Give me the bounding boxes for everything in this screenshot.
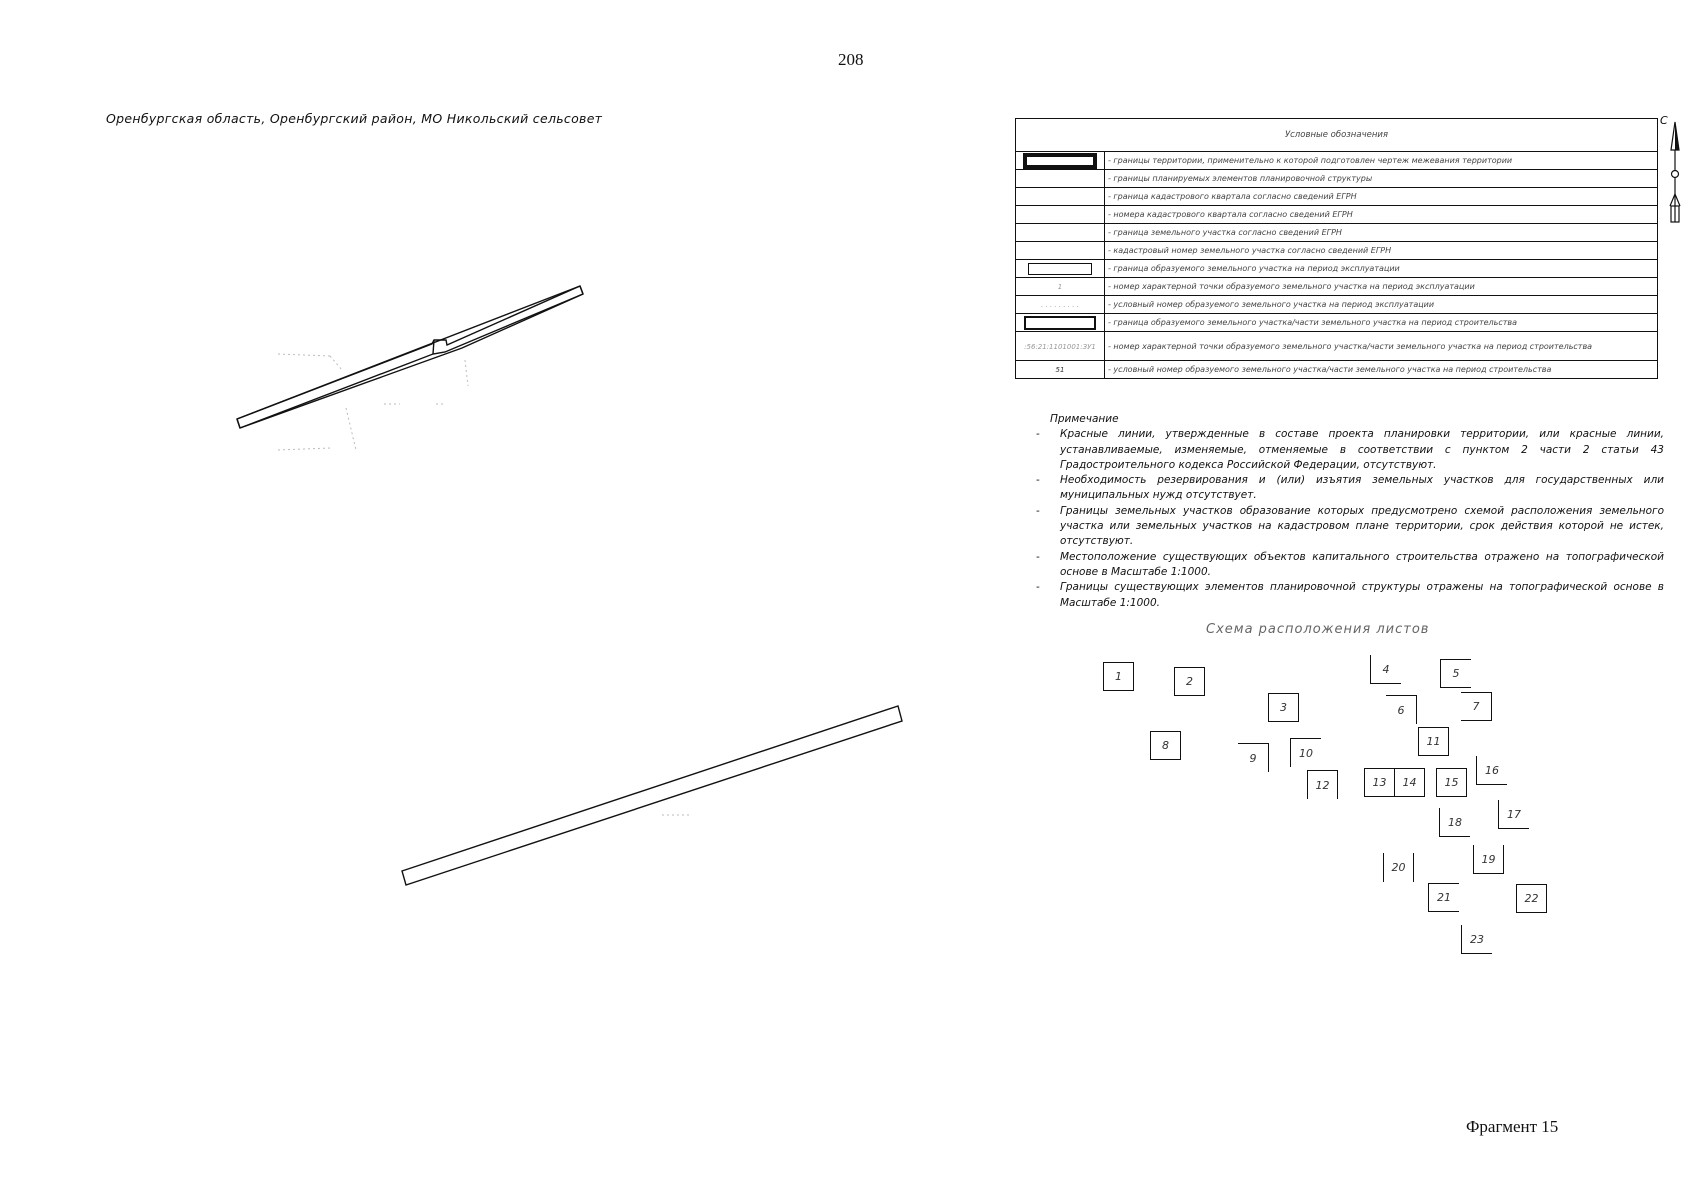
- note-item: - Необходимость резервирования и (или) изъятия земельных участков для государственных или муниципальных нужд отсутствует.: [1036, 474, 1664, 502]
- sheet-cell: 1: [1103, 662, 1134, 691]
- legend-symbol-empty: [1016, 188, 1105, 206]
- sheet-cell: 18: [1439, 808, 1470, 837]
- sheet-cell: 7: [1461, 692, 1492, 721]
- legend-symbol-dotted-label: . . . . . . . . .: [1016, 296, 1105, 314]
- sheet-cell: 3: [1268, 693, 1299, 722]
- sheet-cell: 20: [1383, 853, 1414, 882]
- sheet-cell: 13: [1364, 768, 1395, 797]
- notes-block: [1036, 412, 1664, 611]
- sheet-cell: 14: [1394, 768, 1425, 797]
- fragment-label: Фрагмент 15: [1466, 1117, 1559, 1136]
- legend-text: - условный номер образуемого земельного участка/части земельного участка на период строительства: [1105, 361, 1658, 379]
- sheet-cell: 17: [1498, 800, 1529, 829]
- legend-symbol-empty: [1016, 206, 1105, 224]
- legend-symbol-point-label: [1016, 278, 1105, 296]
- sheet-scheme-title: Схема расположения листов: [1206, 622, 1430, 637]
- sheet-cell: 16: [1476, 756, 1507, 785]
- legend-text: - номер характерной точки образуемого земельного участка на период эксплуатации: [1105, 278, 1658, 296]
- sheet-cell: 11: [1418, 727, 1449, 756]
- sheet-cell: 19: [1473, 845, 1504, 874]
- legend-text: - границы планируемых элементов планировочной структуры: [1105, 170, 1658, 188]
- note-item: - Красные линии, утвержденные в составе проекта планировки территории, или красные линии, устанавливаемые, изменяемые, отменяемые в соответствии с пунктом 2 части 2 статьи 43 Градостроительного кодекса Российской Федерации, отсутствуют.: [1036, 428, 1664, 471]
- sheet-cell: 22: [1516, 884, 1547, 913]
- north-arrow: [1660, 114, 1682, 234]
- note-item: - Границы земельных участков образование которых предусмотрено схемой расположения земельного участка или земельных участков на кадастровом плане территории, срок действия которой не истек, отсутствуют.: [1036, 504, 1664, 548]
- notes-title: Примечание: [1050, 413, 1119, 425]
- legend-long-label: :56:21:1101001:ЗУ1: [1024, 342, 1096, 351]
- sheet-cell: 6: [1386, 695, 1417, 724]
- sheet-cell: 10: [1290, 738, 1321, 767]
- upper-plot-outline: [237, 286, 583, 428]
- legend-text: - граница кадастрового квартала согласно сведений ЕГРН: [1105, 188, 1658, 206]
- page-number: 208: [838, 50, 864, 69]
- legend-symbol-medium-boundary: [1016, 314, 1105, 332]
- sheet-cell: 8: [1150, 731, 1181, 760]
- legend-text: - номер характерной точки образуемого земельного участка/части земельного участка на период строительства: [1105, 332, 1658, 361]
- legend-text: - граница образуемого земельного участка на период эксплуатации: [1105, 260, 1658, 278]
- north-label: С: [1660, 114, 1668, 127]
- legend-text: - номера кадастрового квартала согласно сведений ЕГРН: [1105, 206, 1658, 224]
- map-drawing: [0, 0, 910, 900]
- sheet-cell: 15: [1436, 768, 1467, 797]
- legend-symbol-empty: [1016, 170, 1105, 188]
- north-arrow-icon: [1662, 118, 1682, 230]
- legend-symbol-thick-boundary: [1016, 152, 1105, 170]
- legend-text: - условный номер образуемого земельного участка на период эксплуатации: [1105, 296, 1658, 314]
- legend-number-label: 51: [1055, 366, 1065, 374]
- sheet-cell: 2: [1174, 667, 1205, 696]
- legend-point-label: 1: [1057, 283, 1063, 291]
- sheet-cell: 9: [1238, 743, 1269, 772]
- sheet-cell: 5: [1440, 659, 1471, 688]
- region-title: Оренбургская область, Оренбургский район, МО Никольский сельсовет: [106, 111, 603, 126]
- sheet-cell: 12: [1307, 770, 1338, 799]
- legend-symbol-number-label: [1016, 361, 1105, 379]
- legend-text: - граница земельного участка согласно сведений ЕГРН: [1105, 224, 1658, 242]
- legend-symbol-empty: [1016, 242, 1105, 260]
- lower-plot-strip: [402, 706, 902, 885]
- legend-header: Условные обозначения: [1016, 119, 1658, 152]
- note-item: - Местоположение существующих объектов капитального строительства отражено на топографической основе в Масштабе 1:1000.: [1036, 550, 1664, 578]
- legend-table: [1015, 118, 1658, 379]
- legend-symbol-long-label: [1016, 332, 1105, 361]
- note-item: - Границы существующих элементов планировочной структуры отражены на топографической основе в Масштабе 1:1000.: [1036, 581, 1664, 609]
- legend-text: - кадастровый номер земельного участка согласно сведений ЕГРН: [1105, 242, 1658, 260]
- legend-symbol-thin-boundary: [1016, 260, 1105, 278]
- legend-text: - границы территории, применительно к которой подготовлен чертеж межевания территории: [1105, 152, 1658, 170]
- legend-text: - граница образуемого земельного участка/части земельного участка на период строительства: [1105, 314, 1658, 332]
- sheet-cell: 21: [1428, 883, 1459, 912]
- sheet-cell: 23: [1461, 925, 1492, 954]
- legend-symbol-empty: [1016, 224, 1105, 242]
- sheet-cell: 4: [1370, 655, 1401, 684]
